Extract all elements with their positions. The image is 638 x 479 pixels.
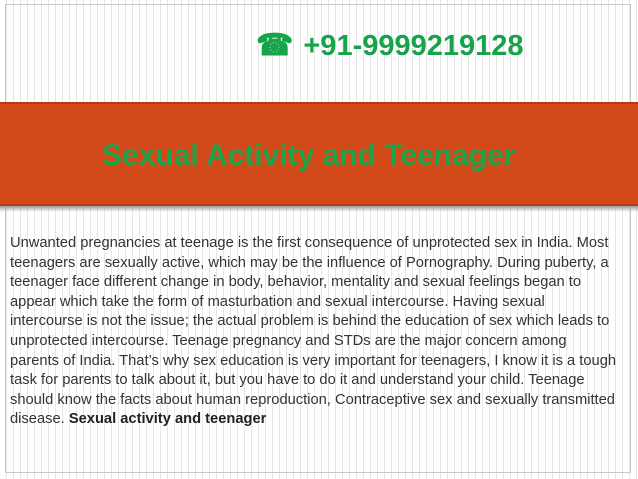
body-bold-keyword: Sexual activity and teenager <box>68 411 267 428</box>
body-text: Unwanted pregnancies at teenage is the first consequence of unprotected sex in India. Most teenagers are sexually active, which may be the influence of Pornography. During puberty, a teenager face different change in body, behavior, mentality and sexual feelings began to appear which take the form of masturbation and sexual intercourse. Having sexual intercourse is not the issue; the actual problem is behind the education of sex which leads to unprotected intercourse. Teenage pregnancy and STDs are the major concern among parents of India. That’s why sex education is very important for teenagers, I know it is a tough task for parents to talk about it, but you have to do it and understand your child. Teenage should know the facts about human reproduction, Contraceptive sex and sexually transmitted disease. <box>10 235 617 428</box>
body-paragraph <box>10 234 618 430</box>
phone-contact <box>256 26 524 66</box>
phone-icon: ☎ <box>256 29 294 62</box>
slide-title: Sexual Activity and Teenager <box>102 139 516 172</box>
banner-shadow <box>0 206 638 212</box>
phone-number: +91-9999219128 <box>303 29 524 62</box>
